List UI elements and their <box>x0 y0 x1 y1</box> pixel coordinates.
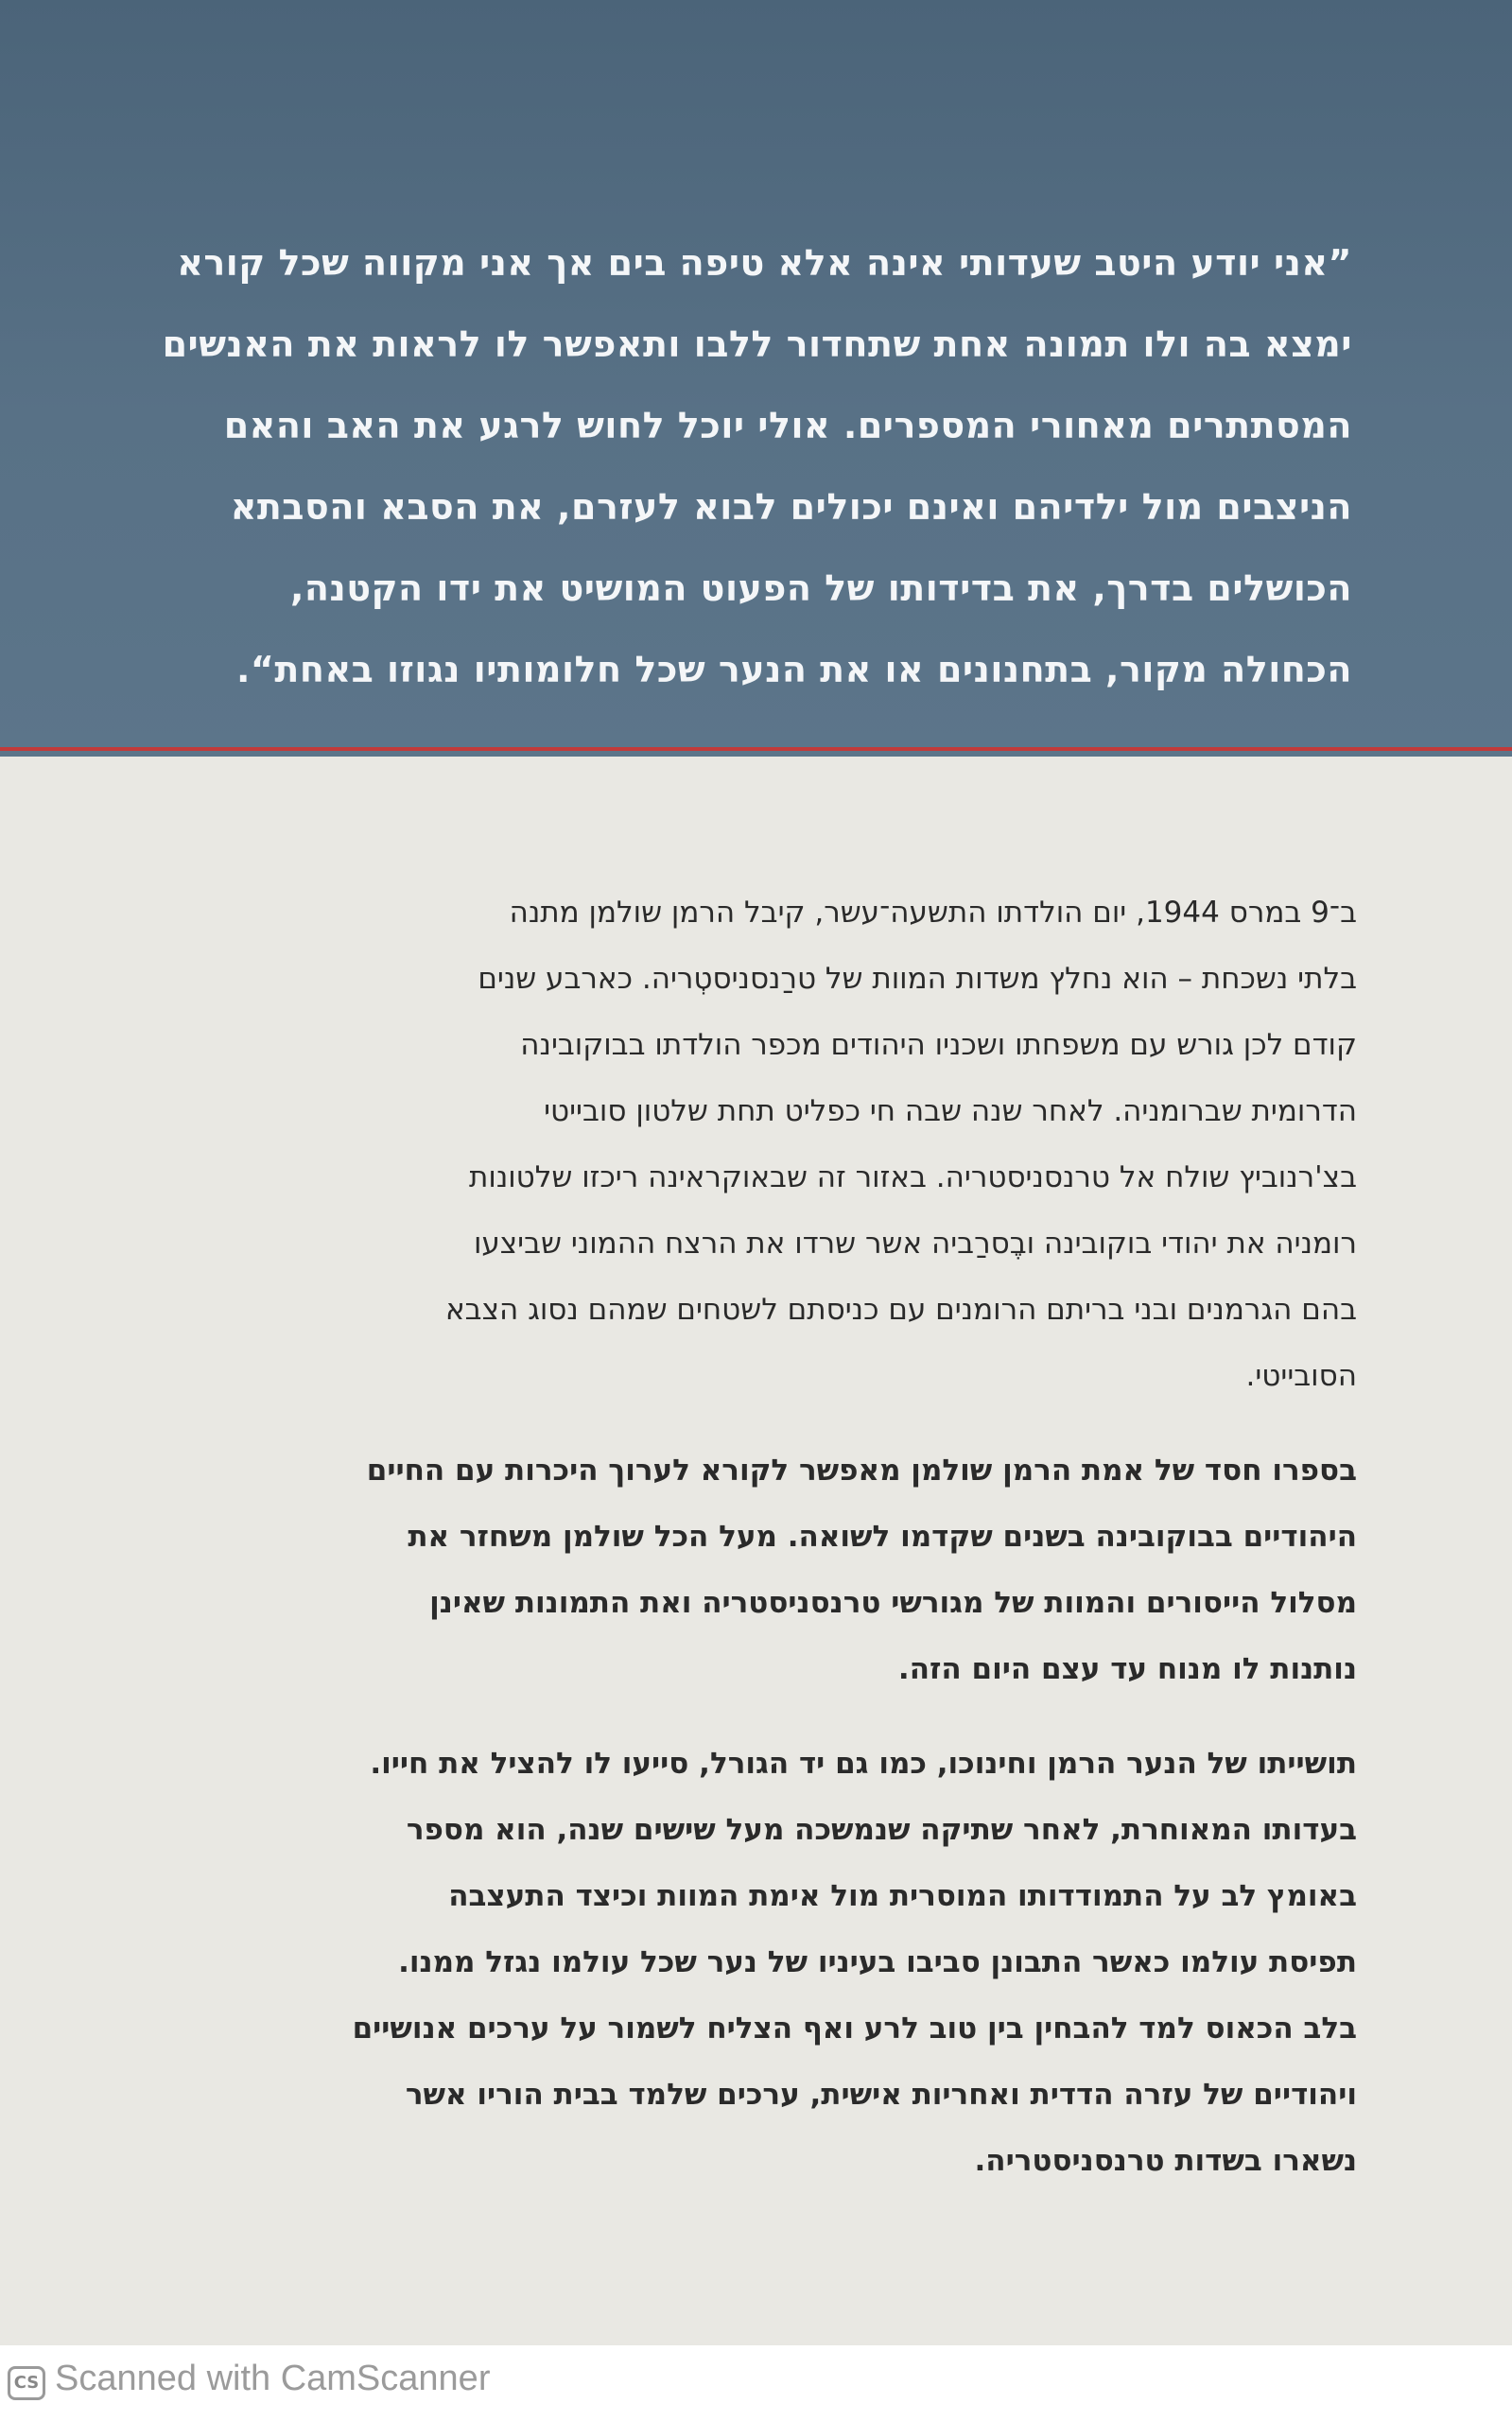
quote-line: ימצא בה ולו תמונה אחת שתחדור ללבו ותאפשר לו לראות את האנשים <box>162 323 1352 365</box>
paragraph-line: בספרו חסד של אמת הרמן שולמן מאפשר לקורא לערוך היכרות עם החיים <box>366 1454 1357 1488</box>
scanner-watermark <box>0 2345 1512 2421</box>
paragraph-line: באומץ לב על התמודדותו המוסרית מול אימת המוות וכיצד התעצבה <box>448 1879 1357 1913</box>
paragraph-line: מסלול הייסורים והמוות של מגורשי טרנסניסטריה ואת התמונות שאינן <box>429 1586 1357 1620</box>
quote-line: הניצבים מול ילדיהם ואינם יכולים לבוא לעזרם, את הסבא והסבתא <box>230 486 1352 528</box>
divider-line <box>0 747 1512 751</box>
paragraph-line: בהם הגרמנים ובני בריתם הרומנים עם כניסתם לשטחים שמהם נסוג הצבא <box>444 1293 1357 1327</box>
blurb-paragraph <box>170 1437 1357 1702</box>
watermark-text: Scanned with CamScanner <box>55 2359 491 2398</box>
paragraph-line: בצ'רנוביץ שולח אל טרנסניסטריה. באזור זה שבאוקראינה ריכזו שלטונות <box>469 1160 1357 1194</box>
paragraph-line: בלתי נשכחת – הוא נחלץ משדות המוות של טרַנסניסטְריה. כארבע שנים <box>478 962 1357 996</box>
paragraph-line: ויהודיים של עזרה הדדית ואחריות אישית, ערכים שלמד בבית הוריו אשר <box>405 2078 1357 2112</box>
paragraph-line: רומניה את יהודי בוקובינה ובֶסרַביה אשר שרדו את הרצח ההמוני שביצעו <box>473 1227 1357 1261</box>
paragraph-line: בעדותו המאוחרת, לאחר שתיקה שנמשכה מעל שישים שנה, הוא מספר <box>406 1813 1357 1847</box>
paragraph-line: נשארו בשדות טרנסניסטריה. <box>974 2144 1357 2178</box>
quote-line: הכחולה מקור, בתחנונים או את הנער שכל חלומותיו נגוזו באחת“. <box>235 649 1352 690</box>
paragraph-line: היהודיים בבוקובינה בשנים שקדמו לשואה. מעל הכל שולמן משחזר את <box>408 1520 1357 1554</box>
paragraph-line: הסובייטי. <box>1245 1359 1357 1393</box>
paragraph-line: ב־9 במרס 1944, יום הולדתו התשעה־עשר, קיבל הרמן שולמן מתנה <box>509 896 1357 930</box>
paragraph-line: הדרומית שברומניה. לאחר שנה שבה חי כפליט תחת שלטון סובייטי <box>544 1094 1357 1128</box>
blurb-paragraph <box>170 1731 1357 2194</box>
quote-line: הכושלים בדרך, את בדידותו של הפעוט המושיט את ידו הקטנה, <box>289 567 1352 609</box>
back-cover-quote <box>147 222 1352 714</box>
blurb-body <box>170 880 1357 2222</box>
paragraph-line: בלב הכאוס למד להבחין בין טוב לרע ואף הצליח לשמור על ערכים אנושיים <box>352 2012 1357 2046</box>
paragraph-line: נותנות לו מנוח עד עצם היום הזה. <box>897 1652 1357 1686</box>
paragraph-line: תפיסת עולמו כאשר התבונן סביבו בעיניו של נער שכל עולמו נגזל ממנו. <box>398 1945 1357 1979</box>
blurb-paragraph <box>170 880 1357 1409</box>
camscanner-logo-icon: CS <box>8 2366 45 2400</box>
paragraph-line: תושייתו של הנער הרמן וחינוכו, כמו גם יד הגורל, סייעו לו להציל את חייו. <box>370 1747 1357 1781</box>
paragraph-line: קודם לכן גורש עם משפחתו ושכניו היהודים מכפר הולדתו בבוקובינה <box>520 1028 1357 1062</box>
quote-line: המסתתרים מאחורי המספרים. אולי יוכל לחוש לרגע את האב והאם <box>223 405 1352 446</box>
quote-line: ”אני יודע היטב שעדותי אינה אלא טיפה בים אך אני מקווה שכל קורא <box>177 242 1352 284</box>
